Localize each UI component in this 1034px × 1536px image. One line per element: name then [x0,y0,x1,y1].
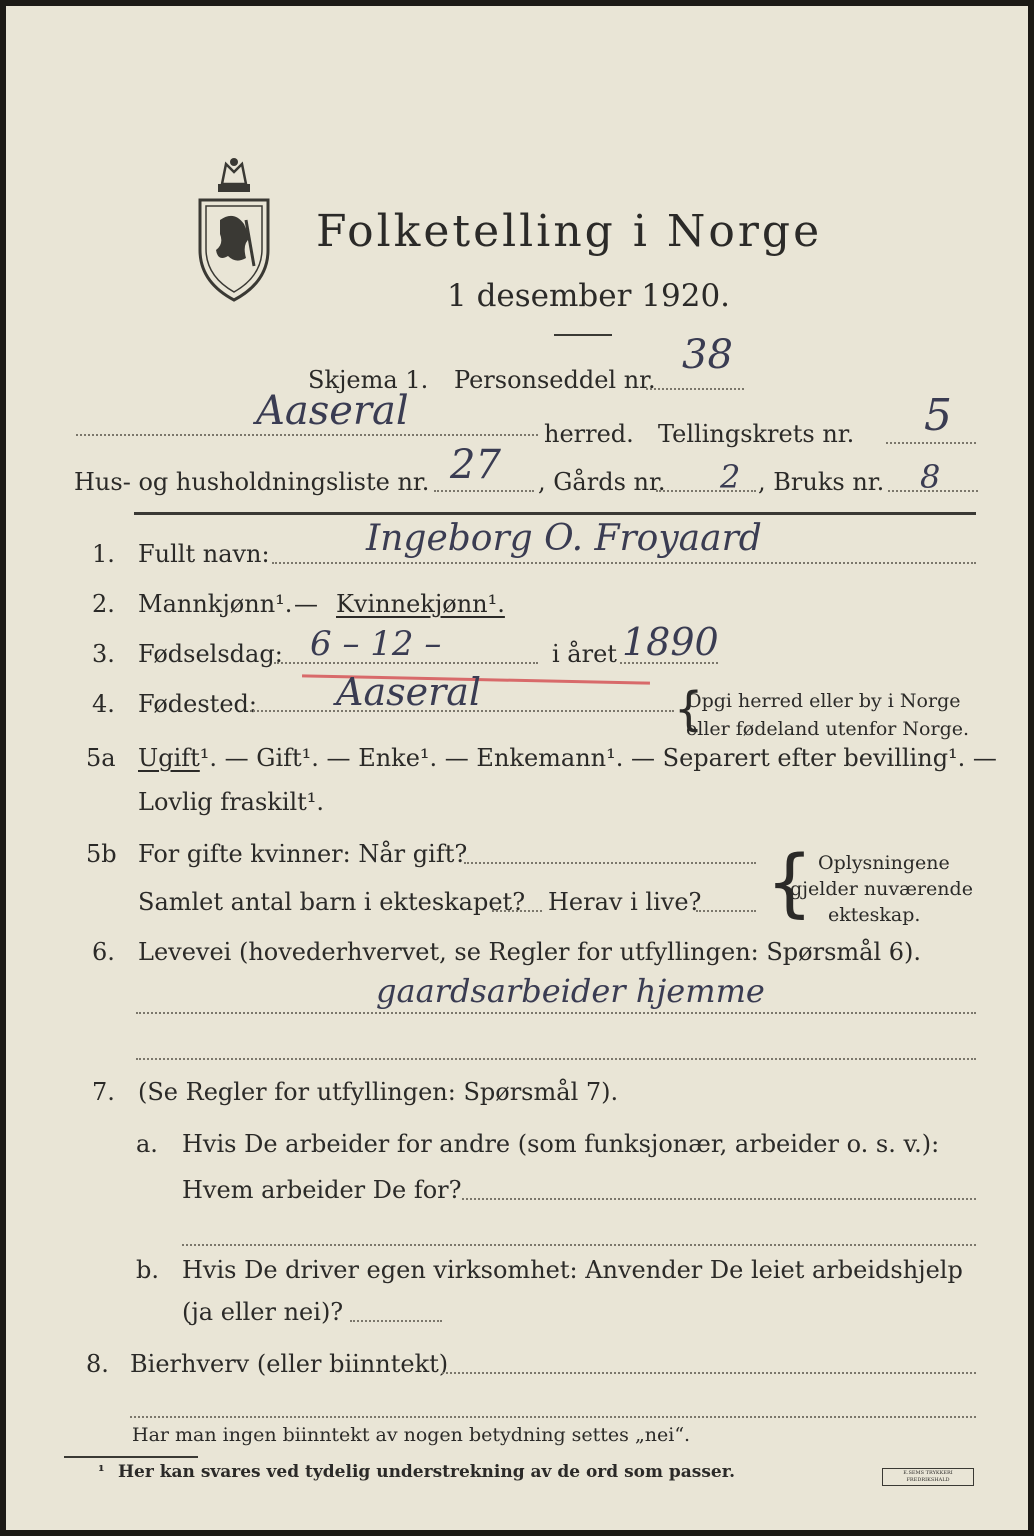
footnote-marker: ¹ [98,1462,105,1480]
q5b-alive-line [696,910,756,912]
gards-label: , Gårds nr. [538,468,666,496]
q8-number: 8. [86,1350,109,1378]
tellingskrets-value[interactable]: 5 [924,390,952,441]
q5b-label3: Herav i live? [548,888,702,916]
q3-year-label: i året [552,640,617,668]
q5a-line1 [138,744,997,772]
q5b-married-line [464,862,756,864]
herred-value[interactable]: Aaseral [256,388,409,434]
q4-note-line1: Opgi herred eller by i Norge [686,690,961,712]
gards-line [656,490,756,492]
q8-line1 [442,1372,976,1374]
q5b-label1: For gifte kvinner: Når gift? [138,840,468,868]
biinntekt-note: Har man ingen biinntekt av nogen betydning settes „nei“. [132,1424,691,1446]
bruks-label: , Bruks nr. [758,468,885,496]
personseddel-number[interactable]: 38 [682,332,733,378]
q5a-options: ¹. — Gift¹. — Enke¹. — Enkemann¹. — Separert efter bevilling¹. — [199,744,997,772]
personseddel-line [646,388,744,390]
census-date: 1 desember 1920. [447,278,731,314]
q5a-line2: Lovlig fraskilt¹. [138,788,325,816]
form-title: Folketelling i Norge [316,206,823,257]
header-divider [134,512,976,515]
title-divider [554,334,612,336]
q7-label: (Se Regler for utfyllingen: Spørsmål 7). [138,1078,619,1106]
q5b-brace: { [766,840,814,926]
q6-label: Levevei (hovederhvervet, se Regler for utfyllingen: Spørsmål 6). [138,938,922,966]
birthdate-value[interactable]: 6 – 12 – [310,624,442,664]
q1-label: Fullt navn: [138,540,270,568]
q1-line [272,562,976,564]
q5b-note3: ekteskap. [828,904,921,926]
herred-label: herred. [544,420,634,448]
q7a-answer-line2 [182,1244,976,1246]
personseddel-label: Personseddel nr. [454,366,656,394]
tellingskrets-label: Tellingskrets nr. [658,420,855,448]
q2-male: Mannkjønn¹. [138,590,293,618]
tellingskrets-line [886,442,976,444]
q4-brace: { [674,682,704,736]
q5b-note2: gjelder nuværende [790,878,973,900]
footnote-divider [64,1456,198,1458]
q1-number: 1. [92,540,115,568]
q7a-number: a. [136,1130,158,1158]
footnote-text: Her kan svares ved tydelig understrekning av de ord som passer. [118,1462,736,1482]
occupation-value[interactable]: gaardsarbeider hjemme [376,972,765,1010]
hus-value[interactable]: 27 [450,442,501,488]
hus-label: Hus- og husholdningsliste nr. [74,468,430,496]
q7b-number: b. [136,1256,159,1284]
printer-stamp: E.SEMS TRYKKERI FREDRIKSHALD [882,1468,974,1486]
q8-label: Bierhverv (eller biinntekt) [130,1350,449,1378]
birthyear-value[interactable]: 1890 [622,620,719,664]
q7a-line2: Hvem arbeider De for? [182,1176,462,1204]
q2-dash: — [294,590,318,618]
q5b-number: 5b [86,840,117,868]
q4-note-line2: eller fødeland utenfor Norge. [686,718,970,740]
census-form [6,6,1028,1530]
q7a-line1: Hvis De arbeider for andre (som funksjonær, arbeider o. s. v.): [182,1130,940,1158]
gards-value[interactable]: 2 [720,458,741,496]
skjema-label: Skjema 1. [308,366,429,394]
q5b-children-line [492,910,542,912]
coat-of-arms-icon [194,154,274,304]
q5b-note1: Oplysningene [818,852,950,874]
q8-line2 [130,1416,976,1418]
q6-number: 6. [92,938,115,966]
q7b-line2: (ja eller nei)? [182,1298,344,1326]
q5b-label2: Samlet antal barn i ekteskapet? [138,888,526,916]
q3-number: 3. [92,640,115,668]
herred-line [76,434,538,436]
q2-number: 2. [92,590,115,618]
bruks-value[interactable]: 8 [920,458,941,496]
q5a-number: 5a [86,744,116,772]
birthplace-value[interactable]: Aaseral [336,670,482,714]
ugift-underlined[interactable]: Ugift [138,744,200,772]
q7b-answer-line [350,1320,442,1322]
q7a-answer-line [462,1198,976,1200]
q3-label: Fødselsdag: [138,640,283,668]
q4-label: Fødested: [138,690,257,718]
q4-number: 4. [92,690,115,718]
full-name-value[interactable]: Ingeborg O. Froyaard [366,518,762,559]
q2-female-underlined[interactable]: Kvinnekjønn¹. [336,590,505,618]
q7-number: 7. [92,1078,115,1106]
q6-line1 [136,1012,976,1014]
q7b-line1: Hvis De driver egen virksomhet: Anvender De leiet arbeidshjelp [182,1256,963,1284]
q6-line2 [136,1058,976,1060]
hus-line [434,490,534,492]
